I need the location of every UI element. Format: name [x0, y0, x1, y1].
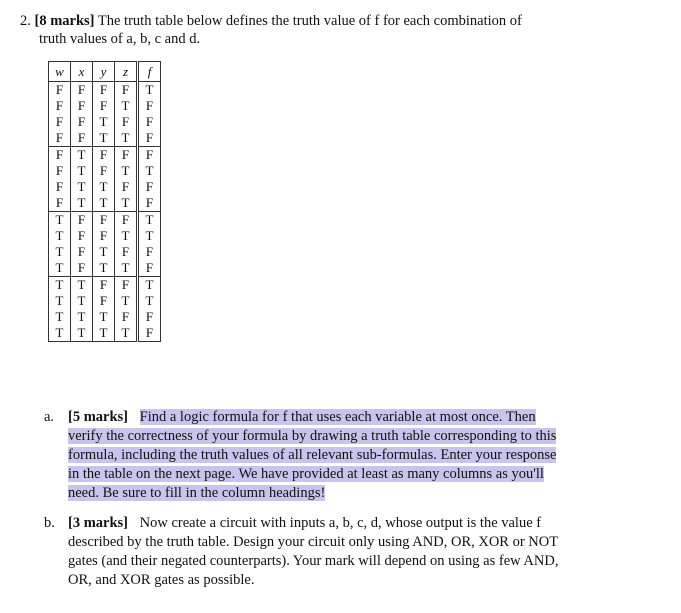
table-row [49, 325, 161, 342]
cell-w: F [49, 163, 71, 179]
cell-z: F [115, 277, 138, 294]
question-text-line-1: The truth table below defines the truth value of f for each combination of [97, 13, 522, 29]
cell-z: T [115, 293, 138, 309]
cell-f: F [138, 325, 161, 342]
cell-f: T [138, 212, 161, 229]
cell-w: F [49, 98, 71, 114]
cell-w: T [49, 244, 71, 260]
table-row [49, 244, 161, 260]
cell-w: T [49, 260, 71, 277]
table-row [49, 98, 161, 114]
table-row [49, 309, 161, 325]
cell-z: T [115, 195, 138, 212]
cell-w: F [49, 195, 71, 212]
part-b-marks: [3 marks] [68, 515, 129, 531]
cell-z: F [115, 212, 138, 229]
cell-y: T [93, 179, 115, 195]
header-w: w [49, 62, 71, 82]
cell-x: T [71, 163, 93, 179]
cell-y: F [93, 228, 115, 244]
cell-f: T [138, 277, 161, 294]
cell-z: T [115, 325, 138, 342]
cell-y: T [93, 244, 115, 260]
cell-x: T [71, 277, 93, 294]
table-row [49, 163, 161, 179]
cell-w: T [49, 309, 71, 325]
header-y: y [93, 62, 115, 82]
cell-y: F [93, 212, 115, 229]
part-a-text-line-4: in the table on the next page. We have provided at least as many columns as you'll [68, 466, 544, 482]
part-b [44, 514, 656, 590]
cell-y: T [93, 195, 115, 212]
cell-x: F [71, 82, 93, 99]
cell-z: T [115, 228, 138, 244]
part-a-marks: [5 marks] [68, 409, 129, 425]
cell-w: T [49, 293, 71, 309]
table-row [49, 293, 161, 309]
header-z: z [115, 62, 138, 82]
cell-f: T [138, 293, 161, 309]
cell-x: F [71, 244, 93, 260]
header-x: x [71, 62, 93, 82]
cell-y: T [93, 260, 115, 277]
cell-x: T [71, 195, 93, 212]
cell-w: T [49, 228, 71, 244]
question-text-line-2: truth values of a, b, c and d. [39, 31, 201, 47]
cell-z: F [115, 147, 138, 164]
cell-f: F [138, 130, 161, 147]
cell-z: T [115, 130, 138, 147]
cell-y: F [93, 277, 115, 294]
cell-z: T [115, 98, 138, 114]
cell-f: F [138, 309, 161, 325]
truth-table-body [49, 82, 161, 342]
table-row [49, 260, 161, 277]
table-row [49, 212, 161, 229]
cell-z: F [115, 114, 138, 130]
part-b-text-line-3: gates (and their negated counterparts). Your mark will depend on using as few AND, [68, 553, 559, 569]
cell-x: F [71, 260, 93, 277]
question-number: 2. [20, 13, 31, 29]
cell-x: T [71, 293, 93, 309]
cell-f: F [138, 195, 161, 212]
part-a-text-line-2: verify the correctness of your formula by drawing a truth table corresponding to this [68, 428, 557, 444]
cell-x: F [71, 98, 93, 114]
cell-f: T [138, 163, 161, 179]
question-marks: [8 marks] [34, 13, 95, 29]
cell-f: F [138, 244, 161, 260]
cell-f: F [138, 147, 161, 164]
part-a-body [68, 408, 656, 503]
cell-y: T [93, 325, 115, 342]
truth-table-container [48, 61, 161, 342]
cell-x: F [71, 130, 93, 147]
question-2 [20, 12, 660, 48]
cell-x: F [71, 212, 93, 229]
cell-z: F [115, 244, 138, 260]
cell-z: F [115, 309, 138, 325]
cell-w: F [49, 179, 71, 195]
part-b-label: b. [44, 515, 55, 531]
part-a-text-line-5: need. Be sure to fill in the column headings! [68, 485, 326, 501]
cell-f: F [138, 260, 161, 277]
table-row [49, 228, 161, 244]
cell-z: T [115, 260, 138, 277]
cell-y: T [93, 309, 115, 325]
cell-w: T [49, 325, 71, 342]
table-row [49, 179, 161, 195]
part-a [44, 408, 656, 503]
cell-x: F [71, 228, 93, 244]
table-row [49, 147, 161, 164]
cell-w: F [49, 82, 71, 99]
cell-f: T [138, 228, 161, 244]
cell-w: T [49, 277, 71, 294]
cell-f: T [138, 82, 161, 99]
cell-z: F [115, 179, 138, 195]
cell-y: F [93, 293, 115, 309]
cell-z: F [115, 82, 138, 99]
part-b-text-line-1: Now create a circuit with inputs a, b, c, d, whose output is the value f [139, 515, 542, 531]
table-row [49, 130, 161, 147]
question-2-line-1 [20, 12, 660, 30]
cell-x: T [71, 147, 93, 164]
table-row [49, 277, 161, 294]
part-a-line-1 [68, 408, 656, 427]
cell-w: F [49, 147, 71, 164]
cell-y: F [93, 147, 115, 164]
part-a-label: a. [44, 409, 55, 425]
cell-x: F [71, 114, 93, 130]
cell-w: F [49, 114, 71, 130]
cell-y: F [93, 163, 115, 179]
truth-table-header-row [49, 62, 161, 82]
cell-f: F [138, 98, 161, 114]
header-f: f [138, 62, 161, 82]
cell-y: F [93, 98, 115, 114]
cell-f: F [138, 114, 161, 130]
cell-y: T [93, 114, 115, 130]
table-row [49, 82, 161, 99]
cell-y: F [93, 82, 115, 99]
cell-w: F [49, 130, 71, 147]
table-row [49, 114, 161, 130]
cell-f: F [138, 179, 161, 195]
part-b-line-1 [68, 514, 656, 533]
table-row [49, 195, 161, 212]
part-a-text-line-1: Find a logic formula for f that uses each variable at most once. Then [139, 409, 536, 425]
cell-x: T [71, 325, 93, 342]
truth-table [48, 61, 161, 342]
cell-z: T [115, 163, 138, 179]
part-a-text-line-3: formula, including the truth values of all relevant sub-formulas. Enter your response [68, 447, 557, 463]
cell-x: T [71, 179, 93, 195]
cell-x: T [71, 309, 93, 325]
cell-w: T [49, 212, 71, 229]
cell-y: T [93, 130, 115, 147]
part-b-text-line-2: described by the truth table. Design your circuit only using AND, OR, XOR or NOT [68, 534, 559, 550]
part-b-body [68, 514, 656, 590]
part-b-text-line-4: OR, and XOR gates as possible. [68, 572, 255, 588]
